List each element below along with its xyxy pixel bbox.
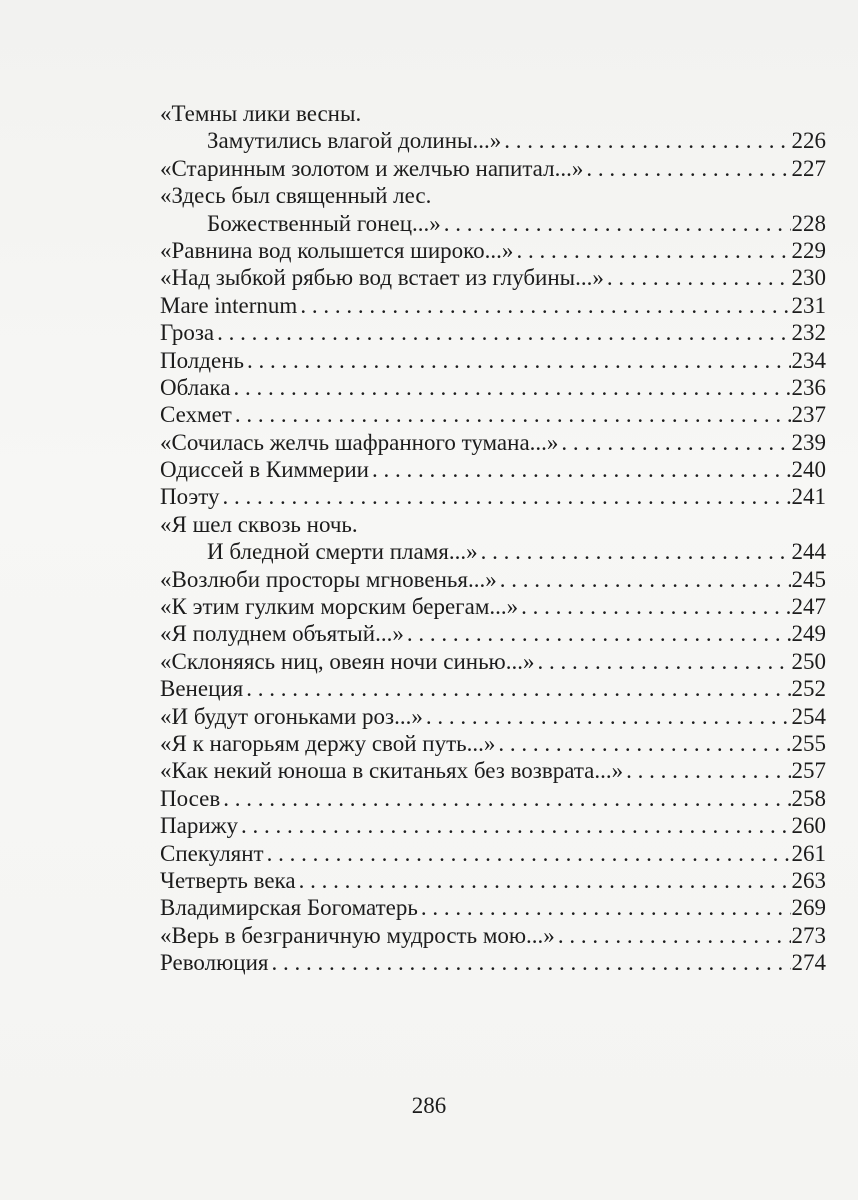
toc-entry (160, 429, 826, 456)
toc-entry-page: 229 (791, 237, 826, 263)
toc-entry-title: Парижу (160, 813, 239, 839)
toc-entry-title: Владимирская Богоматерь (160, 895, 418, 921)
toc-entry-title: «Старинным золотом и желчью напитал...» (160, 155, 584, 181)
toc-entry-page: 239 (791, 429, 826, 455)
toc-entry-title: «Склоняясь ниц, овеян ночи синью...» (160, 648, 535, 674)
dot-leader (223, 483, 791, 510)
toc-entry-title: И бледной смерти пламя...» (207, 539, 478, 565)
toc-entry-title: Спекулянт (160, 840, 264, 866)
toc-entry-page: 255 (791, 730, 826, 756)
toc-entry-page: 263 (791, 867, 826, 893)
toc-entry-page: 241 (791, 484, 826, 510)
dot-leader (217, 319, 790, 346)
toc-entry (160, 648, 826, 675)
dot-leader (247, 347, 791, 374)
dot-leader (538, 648, 791, 675)
toc-entry-page: 252 (791, 676, 826, 702)
toc-entry-page: 247 (791, 594, 826, 620)
dot-leader (223, 785, 790, 812)
toc-entry-page: 237 (791, 402, 826, 428)
dot-leader (300, 292, 790, 319)
toc-entry-title: Божественный гонец...» (207, 210, 441, 236)
dot-leader (241, 812, 790, 839)
toc-entry (160, 757, 826, 784)
toc-entry-page: 260 (791, 813, 826, 839)
toc-entry (160, 401, 826, 428)
toc-entry (160, 292, 826, 319)
toc-entry-page: 274 (791, 950, 826, 976)
dot-leader (372, 456, 791, 483)
toc-entry-title: Полдень (160, 347, 244, 373)
toc-entry-title: Венеция (160, 676, 244, 702)
toc-entry-page: 257 (791, 758, 826, 784)
toc-entry-title: Mare internum (160, 292, 298, 318)
toc-entry-title: Облака (160, 374, 231, 400)
toc-entry (160, 127, 826, 154)
dot-leader (267, 840, 791, 867)
toc-entry-title: Сехмет (160, 402, 232, 428)
toc-entry-page: 269 (791, 895, 826, 921)
dot-leader (444, 210, 791, 237)
toc-entry-title: «Темны лики весны. (160, 101, 362, 126)
toc-entry-title: «Здесь был священный лес. (160, 183, 432, 209)
toc-entry-page: 230 (791, 265, 826, 291)
toc-entry (160, 566, 826, 593)
toc-entry (160, 264, 826, 291)
dot-leader (516, 237, 790, 264)
toc-entry-page: 228 (791, 210, 826, 236)
toc-entry-page: 236 (791, 374, 826, 400)
toc-entry-title: Посев (160, 785, 221, 811)
toc-entry-page: 227 (791, 155, 826, 181)
toc-entry (160, 675, 826, 702)
toc-entry (160, 922, 826, 949)
toc-entry-page: 249 (791, 621, 826, 647)
toc-entry-title: «Я к нагорьям держу свой путь...» (160, 730, 496, 756)
dot-leader (521, 593, 790, 620)
toc-entry (160, 538, 826, 565)
toc-entry-page: 250 (791, 648, 826, 674)
dot-leader (586, 155, 790, 182)
toc-entry-title: «Возлюби просторы мгновенья...» (160, 566, 497, 592)
dot-leader (246, 675, 790, 702)
dot-leader (271, 949, 790, 976)
toc-entry (160, 319, 826, 346)
toc-entry (160, 483, 826, 510)
dot-leader (561, 429, 790, 456)
dot-leader (481, 538, 791, 565)
toc-entry-title: «Я шел сквозь ночь. (160, 511, 358, 537)
toc-entry-title: «Сочилась желчь шафранного тумана...» (160, 429, 559, 455)
toc-entry (160, 593, 826, 620)
toc-entry (160, 347, 826, 374)
toc-entry (160, 210, 826, 237)
dot-leader (235, 401, 791, 428)
toc-entry (160, 894, 826, 921)
toc-entry (160, 867, 826, 894)
toc-entry-page: 244 (791, 539, 826, 565)
dot-leader (498, 730, 790, 757)
toc-entry (160, 730, 826, 757)
toc-entry-title: «К этим гулким морским берегам...» (160, 594, 519, 620)
toc-entry-page: 240 (791, 457, 826, 483)
toc-entry (160, 785, 826, 812)
toc-entry-page: 226 (791, 128, 826, 154)
dot-leader (607, 264, 791, 291)
table-of-contents (160, 100, 826, 977)
dot-leader (299, 867, 791, 894)
toc-entry (160, 703, 826, 730)
toc-entry (160, 840, 826, 867)
toc-entry-page: 234 (791, 347, 826, 373)
dot-leader (500, 566, 791, 593)
toc-entry-title: Четверть века (160, 867, 296, 893)
toc-entry (160, 620, 826, 647)
toc-entry-title: Замутились влагой долины...» (207, 128, 502, 154)
toc-entry (160, 456, 826, 483)
dot-leader (426, 703, 791, 730)
dot-leader (407, 620, 791, 647)
toc-entry (160, 237, 826, 264)
toc-entry-title: Поэту (160, 484, 220, 510)
toc-entry-title: «Над зыбкой рябью вод встает из глубины...» (160, 265, 604, 291)
toc-entry-page: 245 (791, 566, 826, 592)
toc-entry-title: Революция (160, 950, 269, 976)
toc-entry-page: 232 (791, 320, 826, 346)
toc-entry-title: Одиссей в Киммерии (160, 457, 369, 483)
toc-entry-title: «Я полуднем объятый...» (160, 621, 404, 647)
toc-entry-title: Гроза (160, 320, 215, 346)
toc-entry-title: «Равнина вод колышется широко...» (160, 237, 514, 263)
toc-entry-page: 254 (791, 703, 826, 729)
toc-entry-page: 273 (791, 922, 826, 948)
toc-entry-page: 258 (791, 785, 826, 811)
toc-entry-title: «Верь в безграничную мудрость мою...» (160, 922, 555, 948)
toc-entry (160, 949, 826, 976)
toc-entry (160, 374, 826, 401)
toc-entry (160, 155, 826, 182)
dot-leader (233, 374, 790, 401)
toc-entry (160, 182, 826, 209)
toc-entry (160, 511, 826, 538)
toc-entry-page: 261 (791, 840, 826, 866)
dot-leader (558, 922, 791, 949)
toc-entry (160, 100, 826, 127)
dot-leader (626, 757, 790, 784)
toc-entry-title: «И будут огоньками роз...» (160, 703, 423, 729)
dot-leader (421, 894, 791, 921)
toc-entry-page: 231 (791, 292, 826, 318)
toc-entry (160, 812, 826, 839)
page-number: 286 (411, 1093, 447, 1118)
dot-leader (504, 127, 790, 154)
toc-entry-title: «Как некий юноша в скитаньях без возврата...» (160, 758, 624, 784)
